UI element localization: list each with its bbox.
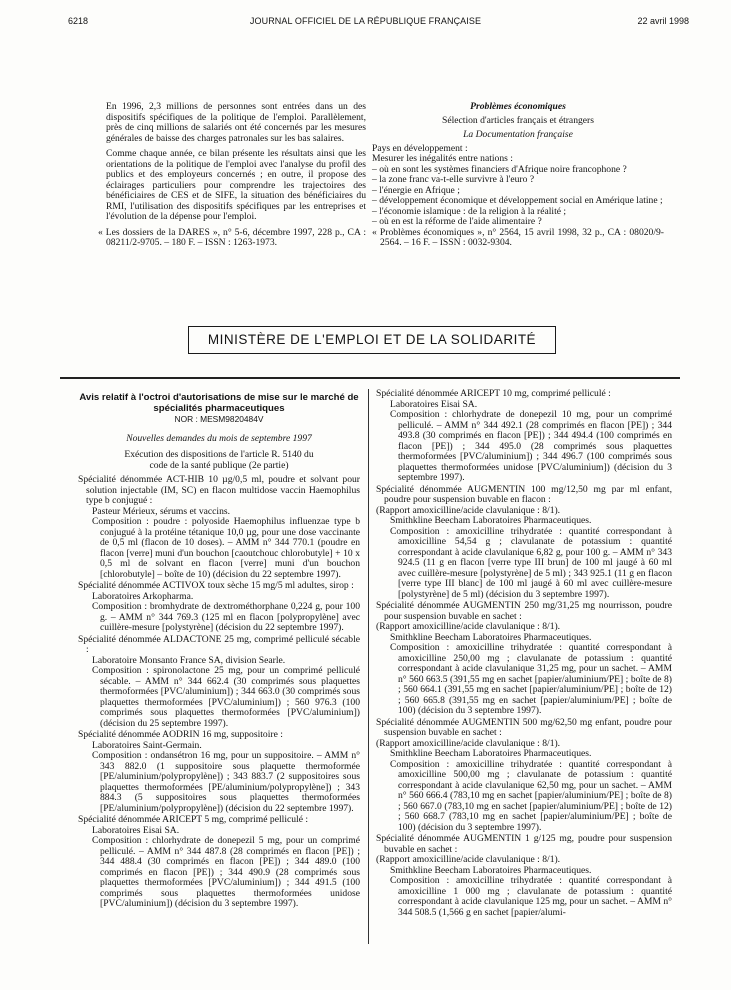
paragraph: En 1996, 2,3 millions de personnes sont entrées dans un des dispositifs spécifiques de la politique de l'emploi. Parallèlement, près de cinq millions de salariés ont été concernés par les mesures générales de baisse des charges patronales sur les bas salaires. <box>106 101 366 144</box>
notice-left-column <box>78 388 360 910</box>
notice-subhead: Nouvelles demandes du mois de septembre 1997 <box>126 432 312 444</box>
topic-line: – où en sont les systèmes financiers d'Afrique noire francophone ? <box>372 163 627 175</box>
ratio-note: (Rapport amoxicilline/acide clavulanique : 8/1). <box>376 854 561 865</box>
topic-line: – la zone franc va-t-elle survivre à l'euro ? <box>372 174 535 185</box>
composition: Composition : poudre : polyoside Haemophilus influenzae type b conjugué à la protéine tétanique 10,0 µg, pour une dose vaccinante de 0,5 ml (flacon de 10 doses). – AMM n° 344 770.1 (poudre en flacon [verre] muni d'un bouchon [caoutchouc chlorobutyle] + 10 x 0,5 ml de solvant en flacon [verre] muni d'un bouchon [chlorobutyle] – boîte de 10) (décision du 22 septembre 1997). <box>92 516 360 580</box>
publisher: La Documentation française <box>463 129 573 140</box>
specialty-heading: Spécialité dénommée AUGMENTIN 1 g/125 mg, poudre pour suspension buvable en sachet : <box>376 833 672 855</box>
laboratory-name: Laboratoires Eisai SA. <box>390 398 478 410</box>
top-right-column <box>372 102 664 249</box>
laboratory-name: Laboratoire Monsanto France SA, division Searle. <box>92 654 286 666</box>
ratio-note: (Rapport amoxicilline/acide clavulanique : 8/1). <box>376 737 561 749</box>
specialty-heading: Spécialité dénommée AUGMENTIN 250 mg/31,25 mg nourrisson, poudre pour suspension buvable en sachet : <box>376 600 672 622</box>
publication-title: Problèmes économiques <box>470 101 566 112</box>
section-rule <box>60 377 680 379</box>
laboratory-name: Smithkline Beecham Laboratoires Pharmaceutiques. <box>390 515 592 526</box>
notice-right-column <box>376 388 672 918</box>
laboratory-name: Laboratoires Arkopharma. <box>92 590 194 602</box>
journal-title: JOURNAL OFFICIEL DE LA RÉPUBLIQUE FRANÇAISE <box>249 16 482 26</box>
publication-subtitle: Sélection d'articles français et étrangers <box>442 114 594 126</box>
composition: Composition : chlorhydrate de donepezil 5 mg, pour un comprimé pelliculé. – AMM n° 344 487.8 (28 comprimés en flacon [PE]) ; 344 488.4 (30 comprimés en flacon [PE]) ; 344 489.0 (100 comprimés en flacon [PE]) ; 344 490.9 (28 comprimés sous plaquettes thermoformées [PVC/aluminium]) ; 344 491.5 (100 comprimés sous plaquettes thermoformées unidose [PVC/aluminium]) (décision du 3 septembre 1997). <box>92 835 360 909</box>
composition: Composition : amoxicilline trihydratée : quantité correspondant à amoxicilline 500,00 mg ; clavulanate de potassium : quantité correspondant à acide clavulanique 62,50 mg, pour un sachet. – AMM n° 560 666.4 (783,10 mg en sachet [papier/aluminium/PE] ; boîte de 8) ; 560 667.0 (783,10 mg en sachet [papier/aluminium/PE] ; boîte de 12) ; 560 668.7 (783,10 mg en sachet [papier/aluminium/PE] ; boîte de 100) (décision du 3 septembre 1997). <box>390 758 672 833</box>
paragraph: Comme chaque année, ce bilan présente les résultats ainsi que les orientations de la politique de l'emploi avec l'analyse du profil des publics et des employeurs concernés ; en outre, il propose des éclairages particuliers pour comprendre les trajectoires des bénéficiaires de CES et de SIFE, la situation des bénéficiaires du RMI, l'utilisation des dispositifs spécifiques par les entreprises et l'évolution de la dépense pour l'emploi. <box>106 148 366 222</box>
topic-line: – l'économie islamique : de la religion à la réalité ; <box>372 205 567 217</box>
laboratory-name: Laboratoires Saint-Germain. <box>92 739 202 751</box>
laboratory-name: Smithkline Beecham Laboratoires Pharmaceutiques. <box>390 631 592 643</box>
topic-line: – développement économique et développement social en Amérique latine ; <box>372 195 663 206</box>
topic-line: Mesurer les inégalités entre nations : <box>372 153 513 164</box>
laboratory-name: Smithkline Beecham Laboratoires Pharmaceutiques. <box>390 864 592 876</box>
specialty-heading: Spécialité dénommée ALDACTONE 25 mg, comprimé pelliculé sécable : <box>78 633 360 655</box>
specialty-heading: Spécialité dénommée ACTIVOX toux sèche 15 mg/5 ml adultes, sirop : <box>78 580 354 591</box>
nor-reference: NOR : MESM9820484V <box>174 414 264 424</box>
specialty-heading: Spécialité dénommée AUGMENTIN 100 mg/12,50 mg par ml enfant, poudre pour suspension buvable en flacon : <box>376 483 672 505</box>
ratio-note: (Rapport amoxicilline/acide clavulanique : 8/1). <box>376 621 561 632</box>
specialty-heading: Spécialité dénommée ARICEPT 5 mg, comprimé pelliculé : <box>78 814 309 825</box>
composition: Composition : bromhydrate de dextrométhorphane 0,224 g, pour 100 g. – AMM n° 344 769.3 (125 ml en flacon [polypropylène] avec cuillère-mesure [polystyrène] (décision du 22 septembre 1997). <box>92 601 360 633</box>
notice-execution: Exécution des dispositions de l'article R. 5140 du code de la santé publique (2e partie) <box>124 449 314 471</box>
specialty-heading: Spécialité dénommée AUGMENTIN 500 mg/62,50 mg enfant, poudre pour suspension buvable en sachet : <box>376 716 672 738</box>
topic-line: – l'énergie en Afrique ; <box>372 184 460 196</box>
ratio-note: (Rapport amoxicilline/acide clavulanique : 8/1). <box>376 504 561 516</box>
specialty-heading: Spécialité dénommée ARICEPT 10 mg, comprimé pelliculé : <box>376 388 611 399</box>
laboratory-name: Laboratoires Eisai SA. <box>92 824 180 836</box>
laboratory-name: Smithkline Beecham Laboratoires Pharmaceutiques. <box>390 748 592 759</box>
topic-line: Pays en développement : <box>372 142 468 154</box>
composition: Composition : spironolactone 25 mg, pour un comprimé pelliculé sécable. – AMM n° 344 662.4 (30 comprimés sous plaquettes thermoformées [PVC/aluminium]) ; 344 663.0 (30 comprimés sous plaquettes thermoformées [PVC/aluminium]) ; 560 976.3 (100 comprimés sous plaquettes thermoformées [PVC/aluminium]) (décision du 25 septembre 1997). <box>92 665 360 729</box>
column-rule <box>368 389 369 944</box>
notice-title: Avis relatif à l'octroi d'autorisations de mise sur le marché de spécialités pharmaceutiques <box>79 392 359 414</box>
composition: Composition : amoxicilline trihydratée : quantité correspondant à amoxicilline 54,54 g ; clavulanate de potassium : quantité correspondant à acide clavulanique 6,82 g, pour 100 g. – AMM n° 343 924.5 (11 g en flacon [verre type III brun] de 100 ml jaugé à 60 ml avec cuillère-mesure [polystyrène] de 5 ml) ; 343 925.1 (11 g en flacon [verre type III blanc] de 100 ml jaugé à 60 ml avec cuillère-mesure [polystyrène] de 5 ml) (décision du 3 septembre 1997). <box>390 525 672 600</box>
top-left-column <box>98 102 366 249</box>
reference: « Les dossiers de la DARES », n° 5-6, décembre 1997, 228 p., CA : 08211/2-9705. – 180 F. – ISSN : 1263-1973. <box>98 226 366 248</box>
laboratory-name: Pasteur Mérieux, sérums et vaccins. <box>92 505 231 517</box>
specialty-heading: Spécialité dénommée AODRIN 16 mg, suppositoire : <box>78 729 283 740</box>
topic-line: – où en est la réforme de l'aide alimentaire ? <box>372 216 542 227</box>
page-number: 6218 <box>68 16 89 26</box>
reference: « Problèmes économiques », n° 2564, 15 avril 1998, 32 p., CA : 08020/9-2564. – 16 F. – ISSN : 0032-9304. <box>372 226 664 248</box>
composition: Composition : ondansétron 16 mg, pour un suppositoire. – AMM n° 343 882.0 (1 suppositoire sous plaquette thermoformée [PE/aluminium/polypropylène]) ; 343 883.7 (2 suppositoires sous plaquettes thermoformées [PE/aluminium/polypropylène]) ; 343 884.3 (5 suppositoires sous plaquettes thermoformées [PE/aluminium/polypropylène]) (décision du 22 septembre 1997). <box>92 750 360 814</box>
composition: Composition : amoxicilline trihydratée : quantité correspondant à amoxicilline 250,00 mg ; clavulanate de potassium : quantité correspondant à acide clavulanique 31,25 mg, pour un sachet. – AMM n° 560 663.5 (391,55 mg en sachet [papier/aluminium/PE] ; boîte de 8) ; 560 664.1 (391,55 mg en sachet [papier/aluminium/PE] ; boîte de 12) ; 560 665.8 (391,55 mg en sachet [papier/aluminium/PE] ; boîte de 100) (décision du 3 septembre 1997). <box>390 642 672 716</box>
specialty-heading: Spécialité dénommée ACT-HIB 10 µg/0,5 ml, poudre et solvant pour solution injectable (IM, SC) en flacon multidose vaccin Haemophilus type b conjugué : <box>78 474 360 506</box>
composition: Composition : chlorhydrate de donepezil 10 mg, pour un comprimé pelliculé. – AMM n° 344 492.1 (28 comprimés en flacon [PE]) ; 344 493.8 (30 comprimés en flacon [PE]) ; 344 494.4 (100 comprimés en flacon [PE]) ; 344 495.0 (28 comprimés sous plaquettes thermoformées [PVC/aluminium]) ; 344 496.7 (100 comprimés sous plaquettes thermoformées unidose [PVC/aluminium]) (décision du 3 septembre 1997). <box>390 409 672 483</box>
ministry-heading: MINISTÈRE DE L'EMPLOI ET DE LA SOLIDARITÉ <box>188 326 556 354</box>
composition: Composition : amoxicilline trihydratée : quantité correspondant à amoxicilline 1 000 mg ; clavulanate de potassium : quantité correspondant à acide clavulanique 125 mg, pour un sachet. – AMM n° 344 508.5 (1,566 g en sachet [papier/alumi- <box>390 875 672 918</box>
issue-date: 22 avril 1998 <box>637 16 689 26</box>
